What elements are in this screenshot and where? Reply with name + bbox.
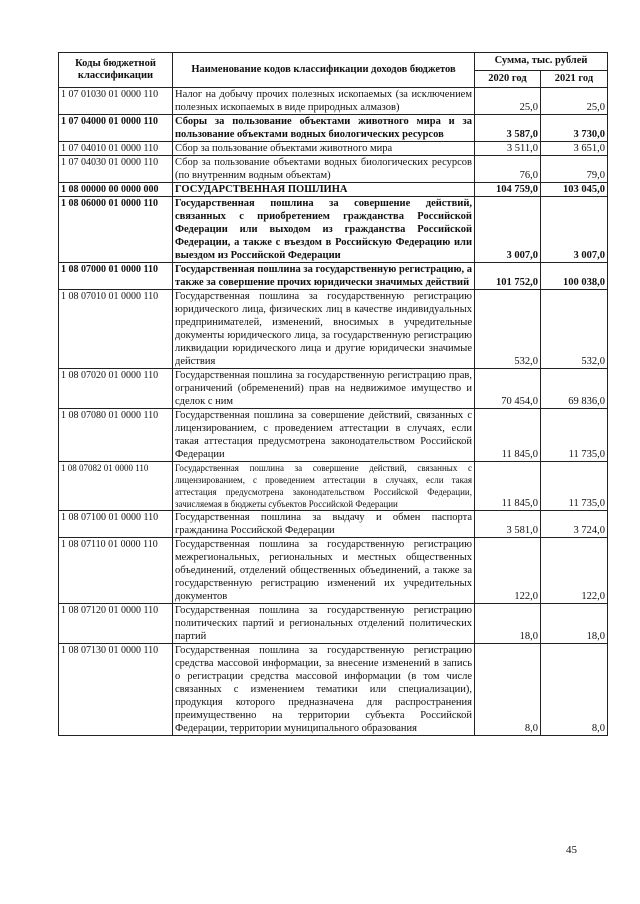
row-value-2021: 100 038,0 [541,263,608,290]
row-code: 1 08 07080 01 0000 110 [59,409,173,462]
row-code: 1 07 04010 01 0000 110 [59,142,173,156]
row-code: 1 08 07100 01 0000 110 [59,511,173,538]
row-code: 1 07 04000 01 0000 110 [59,115,173,142]
row-value-2021: 3 007,0 [541,197,608,263]
row-name: Сборы за пользование объектами животного мира и за пользование объектами водных биологических ресурсов [173,115,475,142]
row-code: 1 08 07110 01 0000 110 [59,538,173,604]
row-value-2020: 3 581,0 [475,511,541,538]
row-value-2021: 25,0 [541,88,608,115]
row-name: Сбор за пользование объектами водных биологических ресурсов (по внутренним водным объектам) [173,156,475,183]
row-name: Государственная пошлина за выдачу и обмен паспорта гражданина Российской Федерации [173,511,475,538]
row-name: Сбор за пользование объектами животного мира [173,142,475,156]
budget-revenue-table-page [58,52,607,736]
row-code: 1 08 06000 01 0000 110 [59,197,173,263]
row-value-2020: 532,0 [475,290,541,369]
row-value-2020: 3 511,0 [475,142,541,156]
table-row [59,156,608,183]
table-row [59,511,608,538]
row-value-2021: 122,0 [541,538,608,604]
row-value-2021: 3 730,0 [541,115,608,142]
page-number: 45 [566,844,577,856]
row-value-2020: 11 845,0 [475,409,541,462]
table-row [59,290,608,369]
row-code: 1 08 07082 01 0000 110 [59,462,173,511]
row-name: Государственная пошлина за государственную регистрацию межрегиональных, региональных и местных общественных объединений, отделений общественных объединений, а также за государственную регистрацию изменений их учредительных документов [173,538,475,604]
table-row [59,644,608,736]
row-value-2021: 11 735,0 [541,409,608,462]
row-value-2020: 3 587,0 [475,115,541,142]
header-codes: Коды бюджетной классификации [59,53,173,88]
table-body [59,88,608,736]
table-row [59,142,608,156]
table-row [59,88,608,115]
row-value-2021: 18,0 [541,604,608,644]
row-name: Государственная пошлина за государственную регистрацию средства массовой информации, за внесение изменений в запись о регистрации средства массовой информации (в том числе связанных с изменением тематики или специализации), продукция которого предназначена для распространения преимущественно на территории субъекта Российской Федерации, территории муниципального образования [173,644,475,736]
row-value-2021: 69 836,0 [541,369,608,409]
row-value-2020: 101 752,0 [475,263,541,290]
table-row [59,183,608,197]
row-value-2020: 3 007,0 [475,197,541,263]
row-code: 1 08 07120 01 0000 110 [59,604,173,644]
row-value-2021: 532,0 [541,290,608,369]
row-value-2021: 3 724,0 [541,511,608,538]
row-name: Государственная пошлина за совершение действий, связанных с приобретением гражданства Российской Федерации или выходом из гражданства Российской Федерации, а также с въездом в Российскую Федерацию или выездом из Российской Федерации [173,197,475,263]
row-value-2020: 18,0 [475,604,541,644]
row-name: Государственная пошлина за государственную регистрацию политических партий и региональных отделений политических партий [173,604,475,644]
row-code: 1 08 07020 01 0000 110 [59,369,173,409]
table-row [59,115,608,142]
table-row [59,604,608,644]
row-code: 1 08 00000 00 0000 000 [59,183,173,197]
row-value-2020: 70 454,0 [475,369,541,409]
row-name: Государственная пошлина за совершение действий, связанных с лицензированием, с проведением аттестации в случаях, если такая аттестация предусмотрена законодательством Российской Федерации, зачисляемая в бюджеты субъектов Российской Федерации [173,462,475,511]
row-value-2020: 104 759,0 [475,183,541,197]
row-name: Государственная пошлина за государственную регистрацию прав, ограничений (обременений) прав на недвижимое имущество и сделок с ним [173,369,475,409]
row-name: ГОСУДАРСТВЕННАЯ ПОШЛИНА [173,183,475,197]
table-row [59,263,608,290]
table-row [59,538,608,604]
table-row [59,462,608,511]
header-name: Наименование кодов классификации доходов бюджетов [173,53,475,88]
header-year-2020: 2020 год [475,70,541,88]
row-value-2020: 122,0 [475,538,541,604]
header-year-2021: 2021 год [541,70,608,88]
row-name: Государственная пошлина за государственную регистрацию, а также за совершение прочих юридически значимых действий [173,263,475,290]
row-value-2020: 8,0 [475,644,541,736]
row-code: 1 08 07010 01 0000 110 [59,290,173,369]
row-value-2021: 103 045,0 [541,183,608,197]
row-value-2021: 11 735,0 [541,462,608,511]
row-value-2020: 11 845,0 [475,462,541,511]
row-value-2020: 25,0 [475,88,541,115]
table-row [59,197,608,263]
row-value-2021: 3 651,0 [541,142,608,156]
row-code: 1 08 07000 01 0000 110 [59,263,173,290]
table-row [59,369,608,409]
row-code: 1 07 04030 01 0000 110 [59,156,173,183]
row-name: Государственная пошлина за государственную регистрацию юридического лица, физических лиц в качестве индивидуальных предпринимателей, изменений, вносимых в учредительные документы юридического лица, за государственную регистрацию ликвидации юридического лица и другие юридически значимые действия [173,290,475,369]
table-row [59,409,608,462]
revenue-classification-table [58,52,608,736]
row-value-2021: 79,0 [541,156,608,183]
header-sum: Сумма, тыс. рублей [475,53,608,71]
row-code: 1 08 07130 01 0000 110 [59,644,173,736]
row-value-2020: 76,0 [475,156,541,183]
row-value-2021: 8,0 [541,644,608,736]
row-name: Государственная пошлина за совершение действий, связанных с лицензированием, с проведением аттестации в случаях, если такая аттестация предусмотрена законодательством Российской Федерации [173,409,475,462]
row-code: 1 07 01030 01 0000 110 [59,88,173,115]
row-name: Налог на добычу прочих полезных ископаемых (за исключением полезных ископаемых в виде природных алмазов) [173,88,475,115]
